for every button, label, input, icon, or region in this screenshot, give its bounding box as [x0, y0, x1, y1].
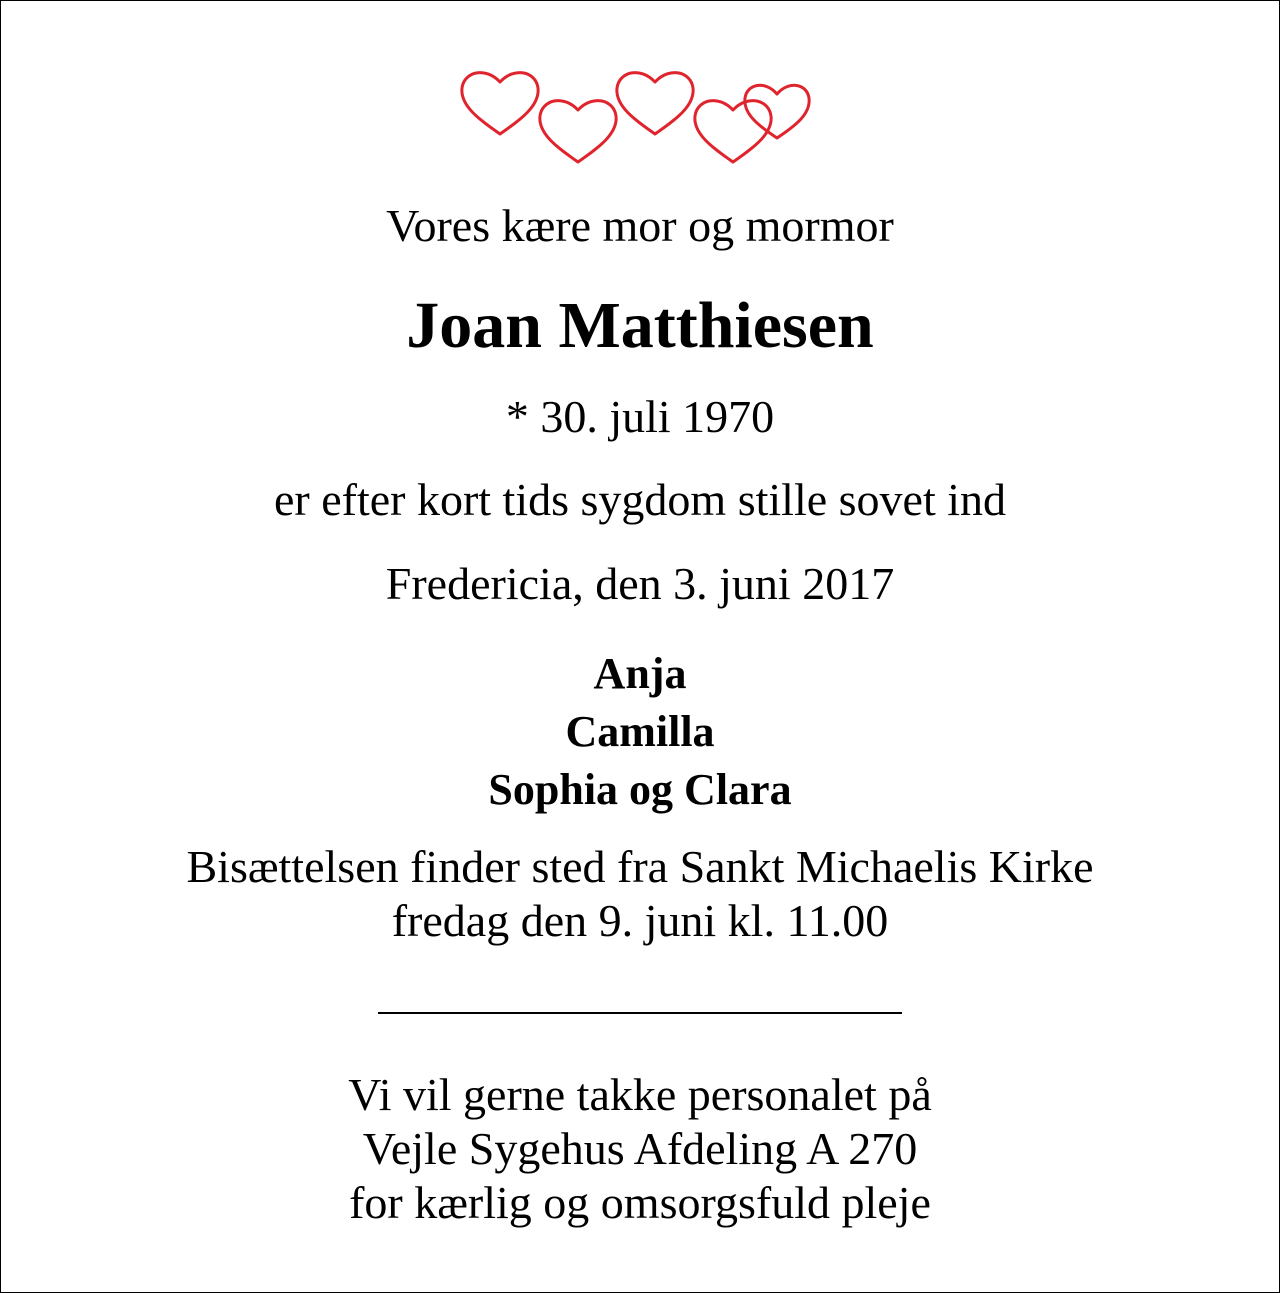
- funeral-time: fredag den 9. juni kl. 11.00: [391, 895, 889, 946]
- family-signatures: [0, 645, 1280, 819]
- funeral-location: Bisættelsen finder sted fra Sankt Michaelis Kirke: [186, 841, 1094, 892]
- heart-1: [462, 73, 538, 134]
- thanks-message: [0, 1068, 1280, 1230]
- place-and-date: Fredericia, den 3. juni 2017: [385, 558, 895, 609]
- family-member: Camilla: [565, 707, 715, 756]
- thanks-line: for kærlig og omsorgsfuld pleje: [349, 1177, 931, 1228]
- passing-line: er efter kort tids sygdom stille sovet ind: [273, 474, 1007, 525]
- family-member: Sophia og Clara: [488, 765, 792, 814]
- thanks-line: Vejle Sygehus Afdeling A 270: [362, 1123, 918, 1174]
- heart-5: [745, 85, 809, 138]
- family-member: Anja: [593, 649, 687, 698]
- birth-date: * 30. juli 1970: [505, 391, 775, 442]
- heart-3: [617, 73, 693, 134]
- deceased-name: Joan Matthiesen: [406, 289, 874, 362]
- intro-line: Vores kære mor og mormor: [386, 200, 894, 251]
- interlocking-hearts-icon: [455, 62, 825, 170]
- heart-4: [695, 101, 771, 162]
- heart-2: [540, 101, 616, 162]
- divider-line: [378, 1012, 902, 1014]
- thanks-line: Vi vil gerne takke personalet på: [348, 1069, 932, 1120]
- funeral-details: [0, 840, 1280, 948]
